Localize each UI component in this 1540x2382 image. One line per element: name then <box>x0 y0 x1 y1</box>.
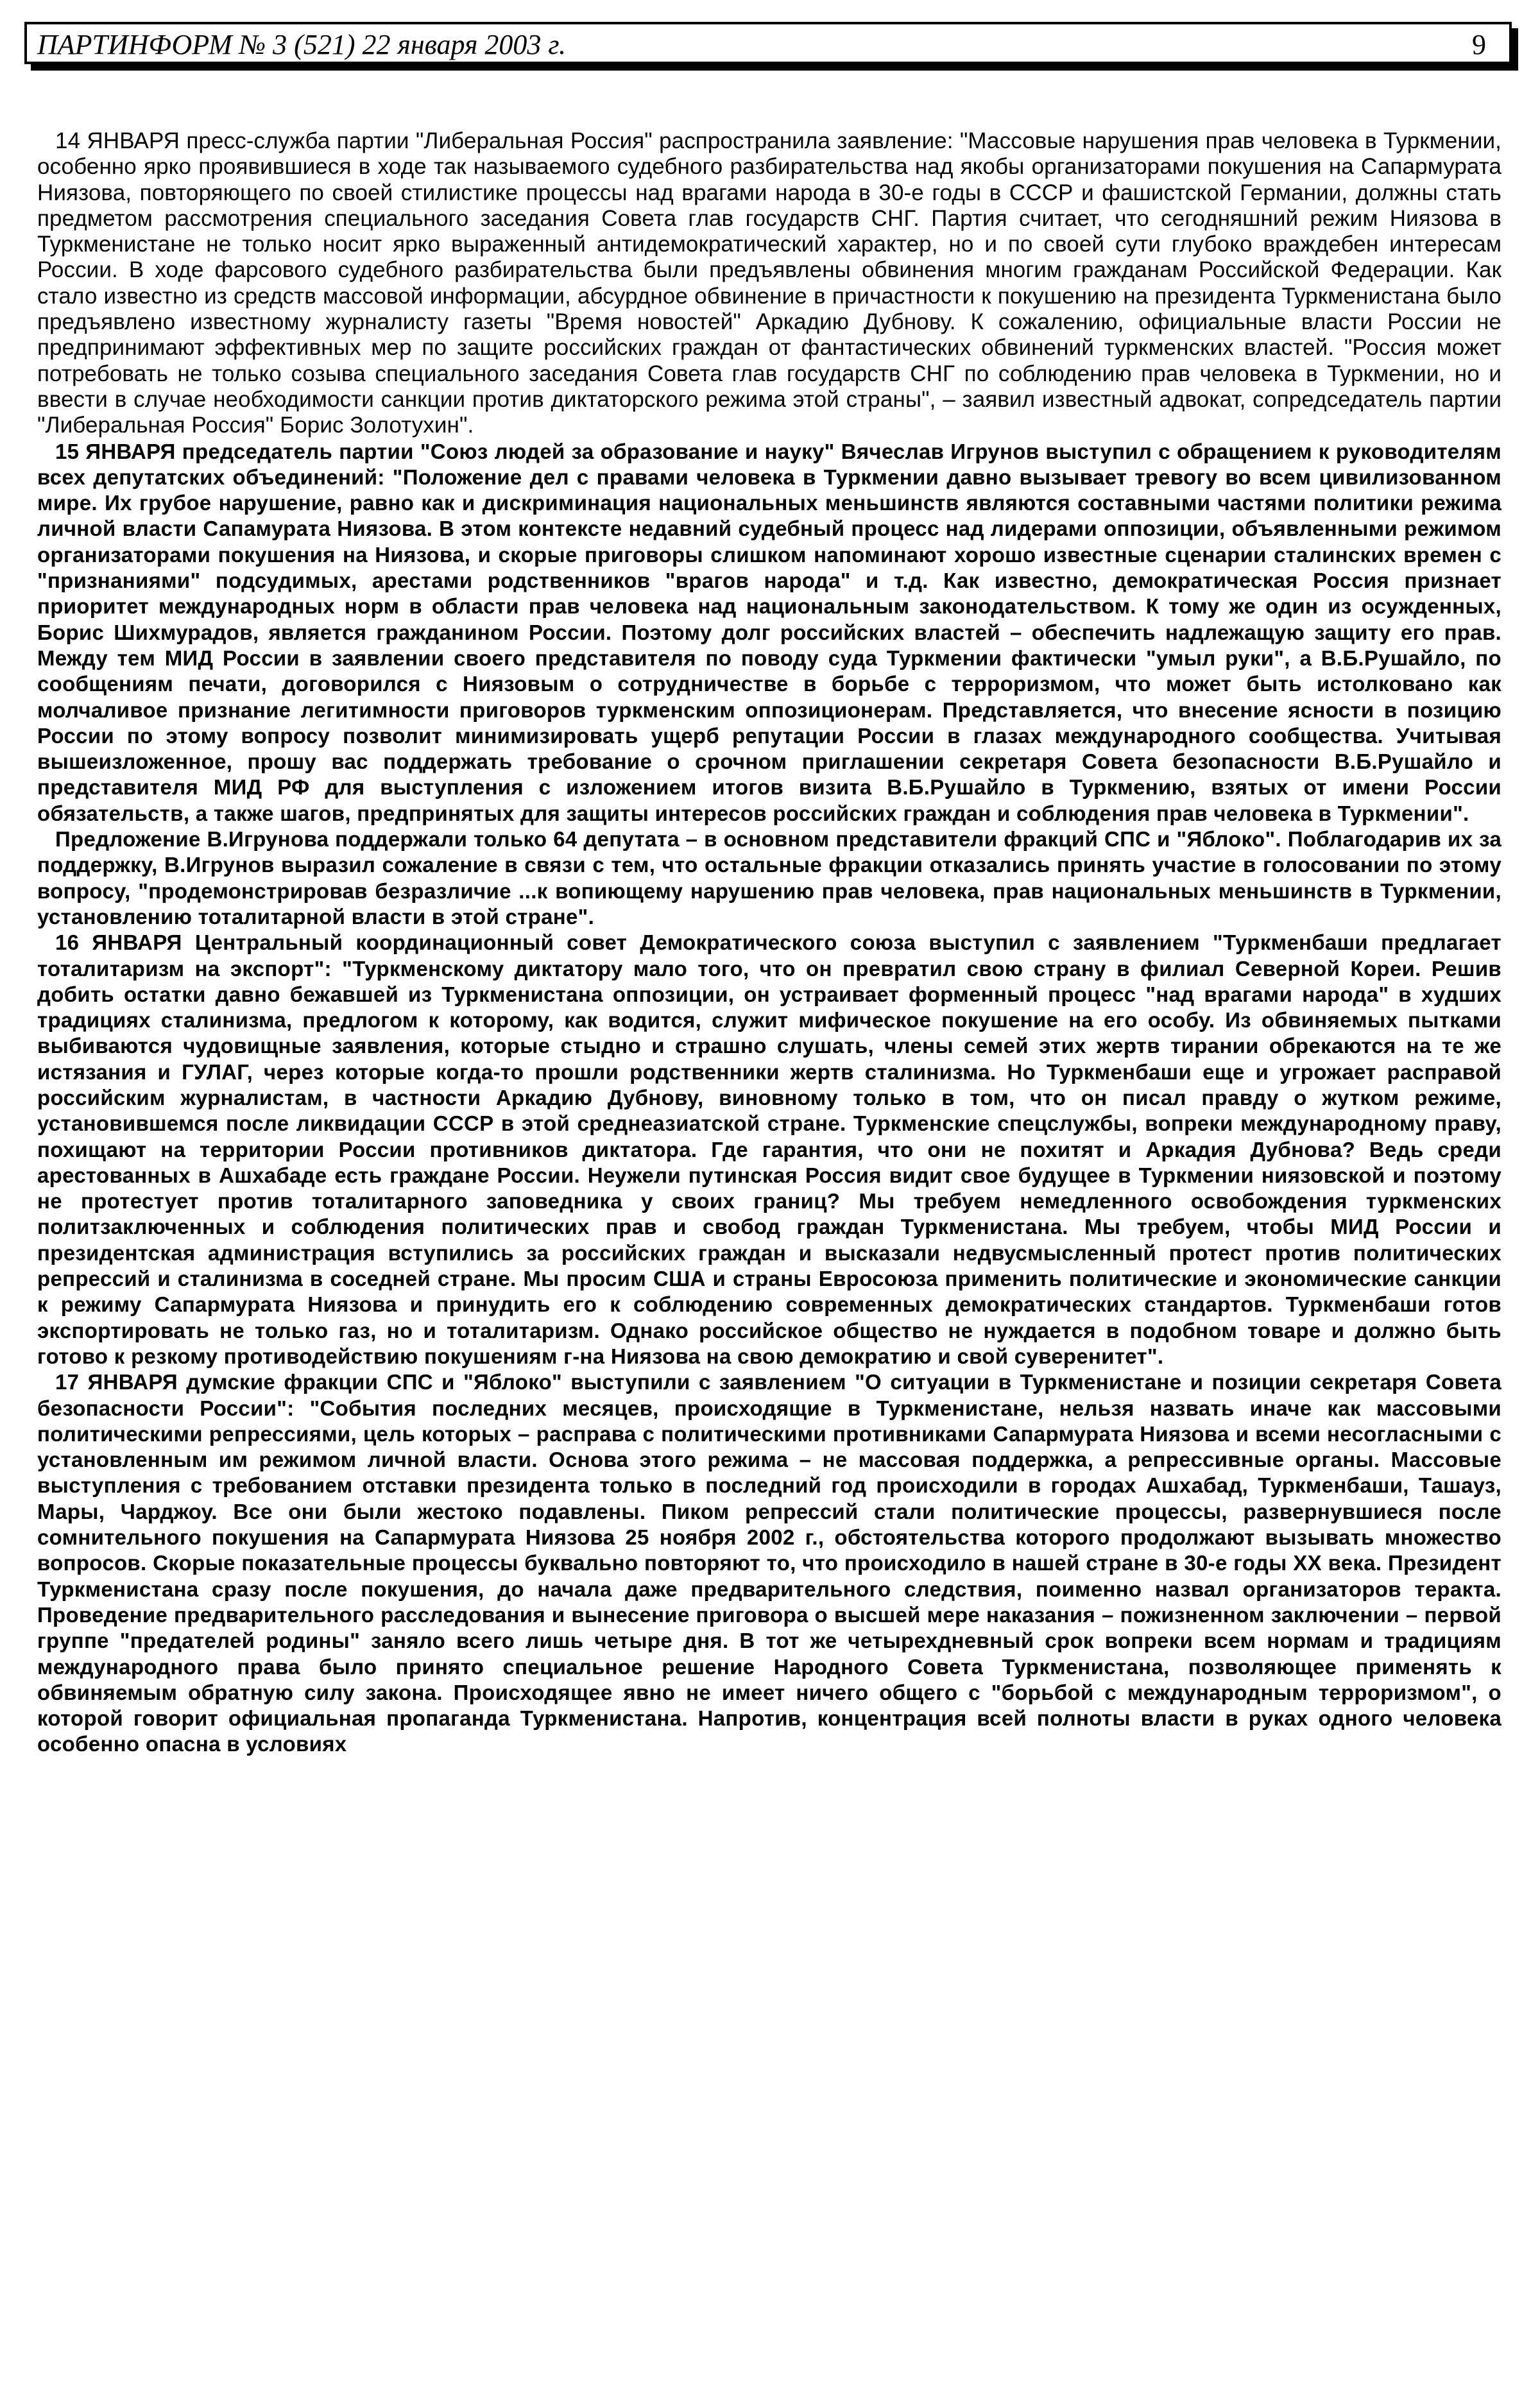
paragraph-text: думские фракции СПС и "Яблоко" выступили с заявлением "О ситуации в Туркменистане и позиции секретаря Совета безопасности России": "События последних месяцев, происходящие в Туркменистане, нельзя назвать иначе как массовыми политическими репрессиями, цель которых – расправа с политическими противниками Сапармурата Ниязова и всеми несогласными с установленным им режимом личной власти. Основа этого режима – не массовая поддержка, а репрессивные органы. Массовые выступления с требованием отставки президента только в последний год происходили в городах Ашхабад, Туркменбаши, Ташауз, Мары, Чарджоу. Все они были жестоко подавлены. Пиком репрессий стали политические процессы, развернувшиеся после сомнительного покушения на Сапармурата Ниязова 25 ноября 2002 г., обстоятельства которого продолжают вызывать множество вопросов. Скорые показательные процессы буквально повторяют то, что происходило в нашей стране в 30-е годы XX века. Президент Туркменистана сразу после покушения, до начала даже предварительного следствия, поименно назвал организаторов теракта. Проведение предварительного расследования и вынесение приговора о высшей мере наказания – пожизненном заключении – первой группе "предателей родины" заняло всего лишь четыре дня. В тот же четырехдневный срок вопреки всем нормам и традициям международного права было принято специальное решение Народного Совета Туркменистана, позволяющее применять к обвиняемым обратную силу закона. Происходящее явно не имеет ничего общего с "борьбой с международным терроризмом", о которой говорит официальная пропаганда Туркменистана. Напротив, концентрация всей полноты власти в руках одного человека особенно опасна в условиях <box>37 1370 1502 1756</box>
paragraph-date: 14 ЯНВАРЯ <box>55 128 180 153</box>
header-title: ПАРТИНФОРМ № 3 (521) 22 января 2003 г. <box>37 29 567 60</box>
paragraph-text: Предложение В.Игрунова поддержали только 64 депутата – в основном представители фракций СПС и "Яблоко". Поблагодарив их за поддержку, В.Игрунов выразил сожаление в связи с тем, что остальные фракции отказались принять участие в голосовании по этому вопросу, "продемонстрировав безразличие ...к вопиющему нарушению прав человека, прав национальных меньшинств в Туркмении, установлению тоталитарной власти в этой стране". <box>37 827 1502 929</box>
paragraph-jan-15 <box>37 439 1502 827</box>
paragraph-text: пресс-служба партии "Либеральная Россия" распространила заявление: "Массовые нарушения прав человека в Туркмении, особенно ярко проявившиеся в ходе так называемого судебного разбирательства над якобы организаторами покушения на Сапармурата Ниязова, повторяющего по своей стилистике процессы над врагами народа в 30-е годы в СССР и фашистской Германии, должны стать предметом рассмотрения специального заседания Совета глав государств СНГ. Партия считает, что сегодняшний режим Ниязова в Туркменистане не только носит ярко выраженный антидемократический характер, но и по своей сути глубоко враждебен интересам России. В ходе фарсового судебного разбирательства были предъявлены обвинения многим гражданам Российской Федерации. Как стало известно из средств массовой информации, абсурдное обвинение в причастности к покушению на президента Туркменистана было предъявлено известному журналисту газеты "Время новостей" Аркадию Дубнову. К сожалению, официальные власти России не предпринимают эффективных мер по защите российских граждан от фантастических обвинений туркменских властей. "Россия может потребовать не только созыва специального заседания Совета глав государств СНГ по соблюдению прав человека в Туркмении, но и ввести в случае необходимости санкции против диктаторского режима этой страны", – заявил известный адвокат, сопредседатель партии "Либеральная Россия" Борис Золотухин". <box>37 128 1502 438</box>
paragraph-jan-17 <box>37 1369 1502 1757</box>
paragraph-date: 17 ЯНВАРЯ <box>55 1370 178 1394</box>
page-number: 9 <box>1472 29 1486 60</box>
page-header <box>24 22 1512 64</box>
article-body <box>37 128 1502 1758</box>
paragraph-text: Центральный координационный совет Демократического союза выступил с заявлением "Туркменбаши предлагает тоталитаризм на экспорт": "Туркменскому диктатору мало того, что он превратил свою страну в филиал Северной Кореи. Решив добить остатки давно бежавшей из Туркменистана оппозиции, он устраивает форменный процесс "над врагами народа" в худших традициях сталинизма, предлогом к которому, как водится, служит мифическое покушение на его особу. Из обвиняемых пытками выбиваются чудовищные заявления, которые стыдно и страшно слушать, члены семей этих жертв тирании обрекаются на те же истязания и ГУЛАГ, через которые когда-то прошли родственники жертв сталинизма. Но Туркменбаши еще и угрожает расправой российским журналистам, в частности Аркадию Дубнову, виновному только в том, что он писал правду о жутком режиме, установившемся после ликвидации СССР в этой среднеазиатской стране. Туркменские спецслужбы, вопреки международному праву, похищают на территории России противников диктатора. Где гарантия, что они не похитят и Аркадия Дубнова? Ведь среди арестованных в Ашхабаде есть граждане России. Неужели путинская Россия видит свое будущее в Туркмении ниязовской и поэтому не протестует против тоталитарного заповедника у своих границ? Мы требуем немедленного освобождения туркменских политзаключенных и соблюдения политических прав и свобод граждан Туркменистана. Мы требуем, чтобы МИД России и президентская администрация вступились за российских граждан и высказали недвусмысленный протест против политических репрессий и сталинизма в соседней стране. Мы просим США и страны Евросоюза применить политические и экономические санкции к режиму Сапармурата Ниязова и принудить его к соблюдению современных демократических стандартов. Туркменбаши готов экспортировать не только газ, но и тоталитаризм. Однако российское общество не нуждается в подобном товаре и должно быть готово к резкому противодействию покушениям г-на Ниязова на свою демократию и свой суверенитет". <box>37 930 1502 1368</box>
paragraph-text: председатель партии "Союз людей за образование и науку" Вячеслав Игрунов выступил с обращением к руководителям всех депутатских объединений: "Положение дел с правами человека в Туркмении давно вызывает тревогу во всем цивилизованном мире. Их грубое нарушение, равно как и дискриминация национальных меньшинств являются составными частями политики режима личной власти Сапамурата Ниязова. В этом контексте недавний судебный процесс над лидерами оппозиции, объявленными режимом организаторами покушения на Ниязова, и скорые приговоры слишком напоминают хорошо известные сценарии сталинских времен с "признаниями" подсудимых, арестами родственников "врагов народа" и т.д. Как известно, демократическая Россия признает приоритет международных норм в области прав человека над национальным законодательством. К тому же один из осужденных, Борис Шихмурадов, является гражданином России. Поэтому долг российских властей – обеспечить надлежащую защиту его прав. Между тем МИД России в заявлении своего представителя по поводу суда Туркмении фактически "умыл руки", а В.Б.Рушайло, по сообщениям печати, договорился с Ниязовым о сотрудничестве в борьбе с терроризмом, что может быть истолковано как молчаливое признание легитимности приговоров туркменским оппозиционерам. Представляется, что внесение ясности в позицию России по этому вопросу позволит минимизировать ущерб репутации России в глазах международного сообщества. Учитывая вышеизложенное, прошу вас поддержать требование о срочном приглашении секретаря Совета безопасности В.Б.Рушайло и представителя МИД РФ для выступления с изложением итогов визита В.Б.Рушайло в Туркмению, взятых от имени России обязательств, а также шагов, предпринятых для защиты интересов российских граждан и соблюдения прав человека в Туркмении". <box>37 439 1502 825</box>
paragraph-date: 16 ЯНВАРЯ <box>55 930 182 955</box>
paragraph-date: 15 ЯНВАРЯ <box>55 439 176 463</box>
paragraph-jan-14 <box>37 128 1502 439</box>
paragraph-jan-16 <box>37 930 1502 1369</box>
paragraph-igrunov-vote <box>37 827 1502 930</box>
